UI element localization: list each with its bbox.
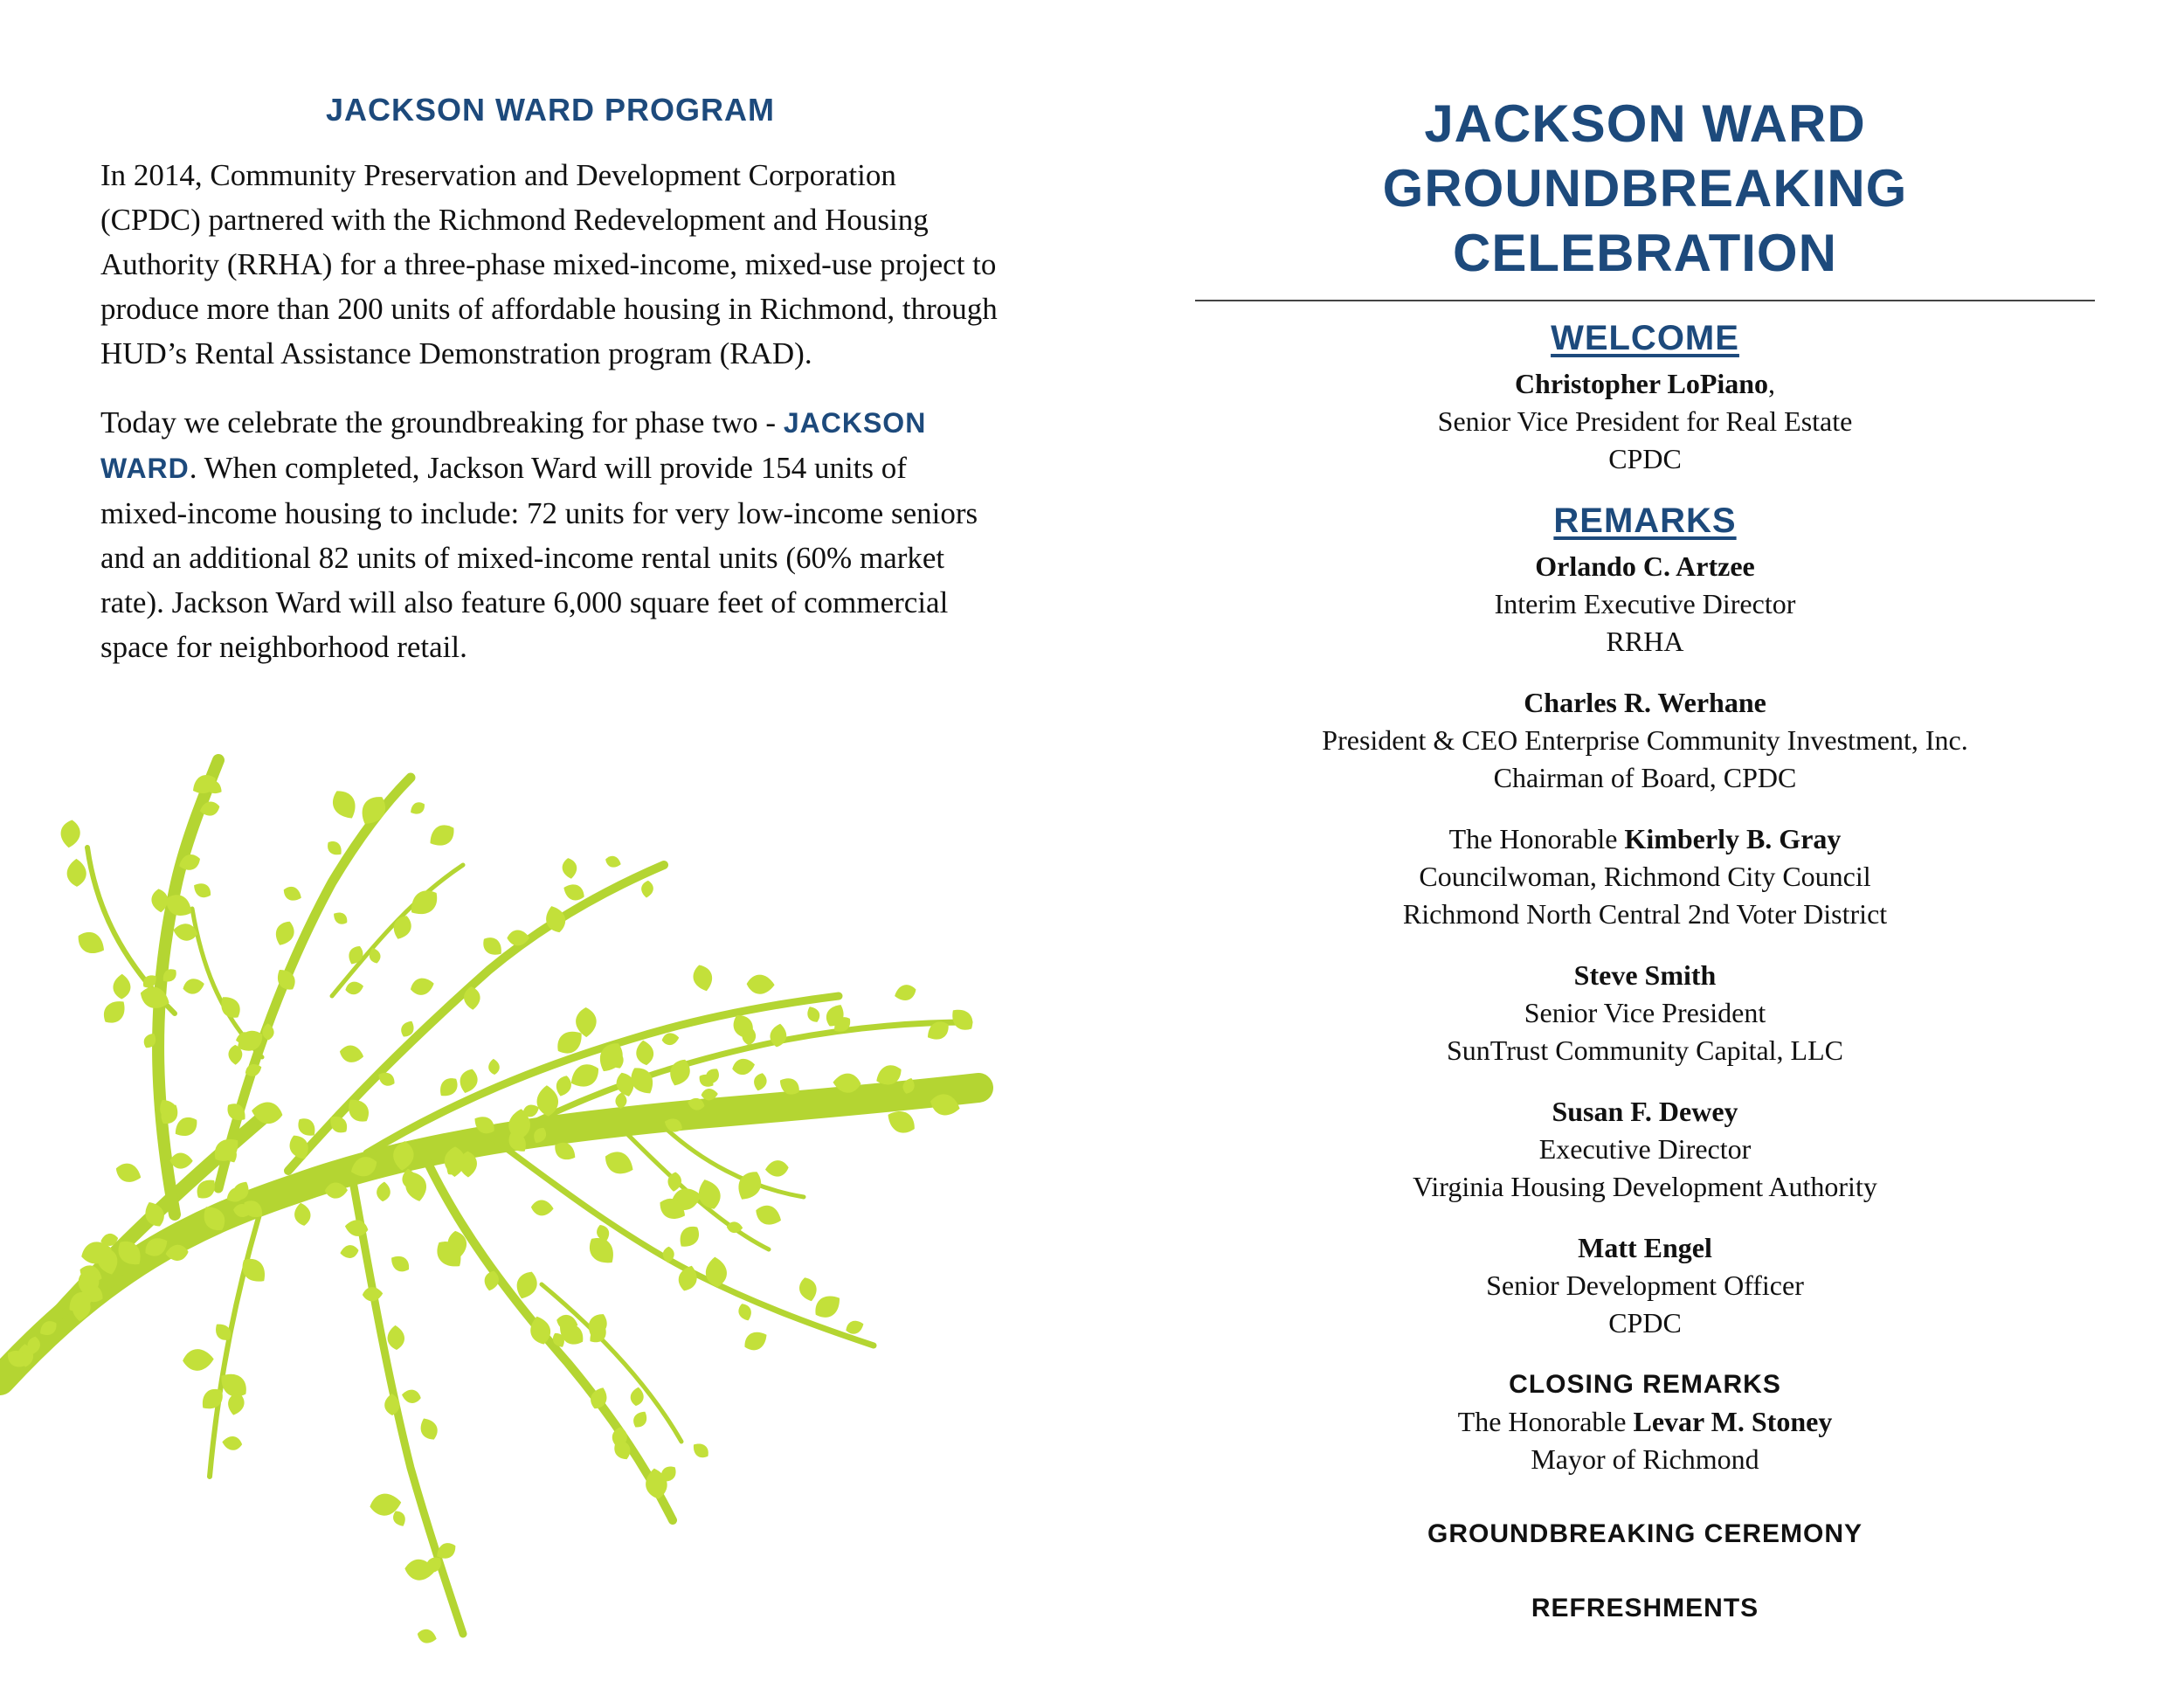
groundbreaking-ceremony-heading: GROUNDBREAKING CEREMONY <box>1427 1519 1863 1548</box>
leaf <box>362 1286 383 1302</box>
welcome-speaker-org: CPDC <box>1608 443 1682 474</box>
leaf <box>113 974 130 1000</box>
tree-leaves <box>3 771 978 1646</box>
leaf <box>488 1058 501 1075</box>
speaker-name-line <box>1195 684 2095 722</box>
speaker-block <box>1195 1093 2095 1206</box>
speaker-org: Chairman of Board, CPDC <box>1493 762 1797 793</box>
leaf <box>221 1435 243 1452</box>
tree-branch-illustration <box>0 751 1013 1669</box>
leaf <box>566 1059 604 1092</box>
leaf <box>730 1056 756 1076</box>
program-title: JACKSON WARD PROGRAM <box>325 92 775 128</box>
speaker-org: Richmond North Central 2nd Voter District <box>1402 898 1888 930</box>
leaf <box>630 1408 650 1430</box>
para2-intro: Today we celebrate the groundbreaking for phase two - <box>100 405 784 439</box>
leaf <box>376 1181 391 1202</box>
leaf <box>387 1325 405 1350</box>
leaf <box>338 1043 365 1065</box>
leaf <box>409 975 436 997</box>
leaf <box>674 1221 704 1252</box>
leaf <box>401 1388 422 1405</box>
closing-speaker-name: Levar M. Stoney <box>1633 1406 1833 1437</box>
speaker-name: Orlando C. Artzee <box>1535 550 1755 582</box>
tree-branches <box>0 760 978 1634</box>
leaf <box>113 1160 143 1186</box>
leaf <box>387 1252 412 1276</box>
closing-speaker-title: Mayor of Richmond <box>1531 1443 1759 1475</box>
leaf <box>689 1440 712 1462</box>
leaf <box>640 880 654 898</box>
leaf <box>764 1159 789 1178</box>
leaf <box>190 880 214 901</box>
speaker-name: Matt Engel <box>1578 1232 1712 1263</box>
leaf <box>661 1032 681 1047</box>
leaf <box>66 859 86 887</box>
para2-body: . When completed, Jackson Ward will provide 154 units of mixed-income housing to include: 72 units for very low-income seniors and an additional 82 units of mixed-income rental units (60% market rate). Jackson Ward will also feature 6,000 square feet of commercial space for neighborhood retail. <box>100 451 978 664</box>
speaker-org: CPDC <box>1608 1307 1682 1339</box>
leaf <box>457 1067 480 1096</box>
welcome-speaker <box>1195 365 2095 478</box>
event-title <box>1195 92 2095 286</box>
leaf <box>73 927 109 959</box>
speaker-title: Interim Executive Director <box>1494 588 1796 619</box>
speaker-name-line <box>1195 548 2095 585</box>
leaf <box>328 785 362 823</box>
leaf <box>281 883 304 903</box>
speaker-block <box>1195 820 2095 933</box>
leaf <box>324 838 345 859</box>
leaf <box>425 820 459 851</box>
leaf <box>805 1004 823 1024</box>
leaf <box>59 819 82 848</box>
welcome-speaker-name-line: Christopher LoPiano, <box>1514 368 1776 399</box>
speaker-block <box>1195 957 2095 1069</box>
leaf <box>604 854 623 869</box>
leaf <box>797 1276 819 1304</box>
leaf <box>408 799 427 817</box>
welcome-speaker-title: Senior Vice President for Real Estate <box>1437 405 1853 437</box>
program-paragraph-1: In 2014, Community Preservation and Development Corporation (CPDC) partnered with the Richmond Redevelopment and Housing Authority (RRHA) for a three-phase mixed-income, mixed-use project to produce more than 200 units of affordable housing in Richmond, through HUD’s Rental Assistance Demonstration program (RAD). <box>100 158 998 370</box>
closing-remarks <box>1195 1366 2095 1478</box>
leaf <box>746 974 775 994</box>
speaker-title: Senior Development Officer <box>1486 1269 1804 1301</box>
celebration-program <box>1195 92 2095 1627</box>
speaker-org: Virginia Housing Development Authority <box>1413 1171 1877 1202</box>
speaker-name-line <box>1195 1093 2095 1131</box>
event-title-line-1: JACKSON WARD <box>1424 94 1866 153</box>
leaf <box>416 1627 439 1645</box>
speaker-name-line: The Honorable Kimberly B. Gray <box>1448 823 1842 854</box>
program-description <box>100 92 1000 694</box>
speaker-title: President & CEO Enterprise Community Investment, Inc. <box>1322 724 1968 756</box>
leaf <box>554 1074 574 1098</box>
leaf <box>293 1201 312 1227</box>
leaf <box>752 1071 769 1092</box>
leaf <box>339 1244 359 1260</box>
speaker-name-line <box>1195 957 2095 994</box>
closing-remarks-heading: CLOSING REMARKS <box>1509 1370 1781 1399</box>
leaf <box>417 1415 441 1442</box>
leaf <box>344 979 365 996</box>
leaf <box>893 982 919 1003</box>
leaf <box>629 1387 645 1407</box>
leaf <box>345 944 366 967</box>
speaker-block <box>1195 1229 2095 1342</box>
speaker-title: Executive Director <box>1538 1133 1752 1165</box>
speaker-name: Kimberly B. Gray <box>1624 823 1842 854</box>
event-title-line-2: GROUNDBREAKING CELEBRATION <box>1382 159 1908 282</box>
leaf <box>272 918 298 949</box>
speaker-org: RRHA <box>1606 626 1684 657</box>
leaf <box>695 1176 724 1212</box>
refreshments-heading: REFRESHMENTS <box>1531 1594 1759 1622</box>
speaker-org: SunTrust Community Capital, LLC <box>1447 1034 1843 1066</box>
leaf <box>601 1147 638 1180</box>
speaker-title: Councilwoman, Richmond City Council <box>1419 861 1871 892</box>
speaker-block <box>1195 548 2095 661</box>
leaf <box>752 1201 784 1228</box>
leaf <box>634 1039 655 1066</box>
title-divider <box>1195 300 2095 301</box>
speaker-name: Steve Smith <box>1573 959 1717 991</box>
leaf <box>99 995 131 1028</box>
leaf <box>435 1074 461 1101</box>
leaf <box>690 963 715 994</box>
leaf <box>561 857 578 880</box>
leaf <box>182 1348 214 1371</box>
jackson-ward-highlight: JACKSON WARD <box>100 407 927 484</box>
welcome-speaker-name: Christopher LoPiano <box>1514 368 1769 399</box>
leaf <box>530 1200 554 1217</box>
leaf <box>182 977 206 996</box>
leaf <box>331 910 350 928</box>
welcome-heading: WELCOME <box>1551 319 1739 357</box>
program-paragraph-2 <box>100 400 1000 669</box>
closing-speaker-name-line: The Honorable Levar M. Stoney <box>1457 1406 1833 1437</box>
speaker-name: Charles R. Werhane <box>1524 687 1766 718</box>
remarks-heading: REMARKS <box>1553 502 1737 540</box>
leaf <box>169 1152 193 1169</box>
leaf <box>404 884 443 921</box>
speaker-name-line <box>1195 1229 2095 1267</box>
speaker-block <box>1195 684 2095 797</box>
speaker-name: Susan F. Dewey <box>1552 1096 1738 1127</box>
speaker-title: Senior Vice President <box>1524 997 1766 1028</box>
leaf <box>736 1302 755 1323</box>
leaf <box>741 1327 771 1354</box>
